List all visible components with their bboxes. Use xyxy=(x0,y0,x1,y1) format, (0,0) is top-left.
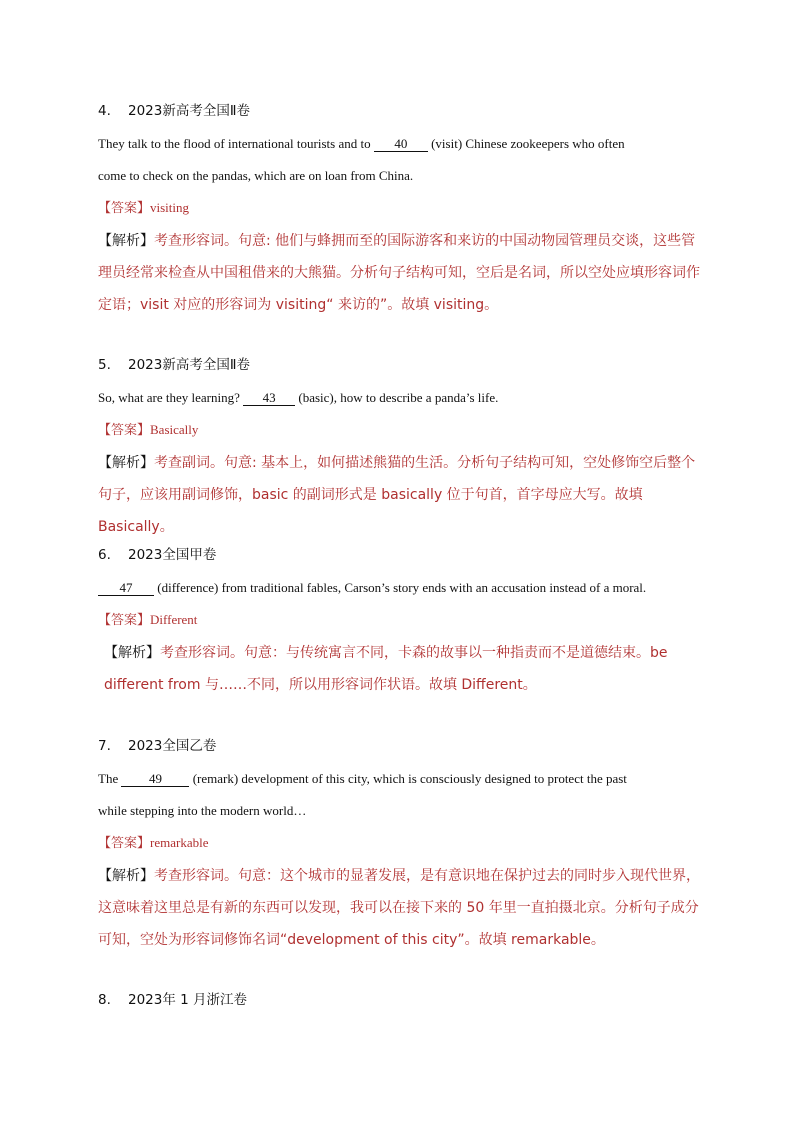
analysis-line: 考查形容词。句意: 他们与蜂拥而至的国际游客和来访的中国动物园管理员交谈，这些管 xyxy=(154,233,696,249)
analysis-line: 考查形容词。句意：这个城市的显著发展，是有意识地在保护过去的同时步入现代世界， xyxy=(154,868,700,884)
answer: 【答案】Basically xyxy=(98,422,199,438)
answer-blank: 49 xyxy=(121,772,189,787)
answer: 【答案】visiting xyxy=(98,200,190,216)
answer-text: remarkable xyxy=(150,835,209,850)
question-source: 2023新高考全国Ⅱ卷 xyxy=(128,357,251,373)
analysis-line: 句子，应该用副词修饰，basic 的副词形式是 basically 位于句首，首字母应大写。故填 Basically。 xyxy=(98,487,643,535)
question-stem-continued: come to check on the pandas, which are on loan from China. xyxy=(98,168,414,183)
answer-text: Different xyxy=(150,612,198,627)
analysis-line: different from 与……不同，所以用形容词作状语。故填 Different。 xyxy=(104,677,537,693)
analysis: 【解析】考查副词。句意: 基本上，如何描述熊猫的生活。分析句子结构可知，空处修饰空后整个 句子，应该用副词修饰，basic 的副词形式是 basically 位于句首，首字母应大写。故填 Basically。 xyxy=(98,447,708,543)
question-stem: So, what are they learning? 43 (basic), how to describe a panda’s life. xyxy=(98,390,499,405)
question-number: 8. xyxy=(98,992,111,1008)
answer-blank: 43 xyxy=(243,391,295,406)
analysis-line: 考查形容词。句意：与传统寓言不同，卡森的故事以一种指责而不是道德结束。be xyxy=(160,645,668,661)
analysis-line: 定语；visit 对应的形容词为 visiting“ 来访的”。故填 visiting。 xyxy=(98,297,499,313)
question-source: 2023全国乙卷 xyxy=(128,738,217,754)
question-source: 2023新高考全国Ⅱ卷 xyxy=(128,103,251,119)
question-stem: The 49 (remark) development of this city, which is consciously designed to protect the past xyxy=(98,771,627,786)
question-source: 2023年 1 月浙江卷 xyxy=(128,992,248,1008)
answer-text: Basically xyxy=(150,422,199,437)
analysis: 【解析】考查形容词。句意：与传统寓言不同，卡森的故事以一种指责而不是道德结束。be different from 与……不同，所以用形容词作状语。故填 Different。 xyxy=(98,637,708,701)
analysis: 【解析】考查形容词。句意: 他们与蜂拥而至的国际游客和来访的中国动物园管理员交谈，这些管 理员经常来检查从中国租借来的大熊猫。分析句子结构可知，空后是名词，所以空处应填形容词作 定语；visit 对应的形容词为 visiting“ 来访的”。故填 visiting。 xyxy=(98,225,708,321)
question-stem-continued: while stepping into the modern world… xyxy=(98,803,307,818)
analysis-line: 理员经常来检查从中国租借来的大熊猫。分析句子结构可知，空后是名词，所以空处应填形容词作 xyxy=(98,265,700,281)
answer-blank: 40 xyxy=(374,137,428,152)
question-source: 2023全国甲卷 xyxy=(128,547,217,563)
question-number: 6. xyxy=(98,547,111,563)
analysis-line: 考查副词。句意: 基本上，如何描述熊猫的生活。分析句子结构可知，空处修饰空后整个 xyxy=(154,455,696,471)
analysis-line: 可知，空处为形容词修饰名词“development of this city”。故填 remarkable。 xyxy=(98,932,605,948)
question-6 xyxy=(98,546,708,701)
analysis-line: 这意味着这里总是有新的东西可以发现，我可以在接下来的 50 年里一直拍摄北京。分析句子成分 xyxy=(98,900,699,916)
question-header xyxy=(98,991,708,1009)
question-number: 7. xyxy=(98,738,111,754)
answer-text: visiting xyxy=(150,200,190,215)
analysis: 【解析】考查形容词。句意：这个城市的显著发展，是有意识地在保护过去的同时步入现代世界， 这意味着这里总是有新的东西可以发现，我可以在接下来的 50 年里一直拍摄北京。分析句子成分 可知，空处为形容词修饰名词“development of this city”。故填 remarkable。 xyxy=(98,860,708,956)
question-8 xyxy=(98,991,708,1009)
question-header xyxy=(98,546,708,564)
question-header xyxy=(98,356,708,374)
question-5 xyxy=(98,356,708,543)
answer-blank: 47 xyxy=(98,581,154,596)
question-stem: They talk to the flood of international tourists and to 40 (visit) Chinese zookeepers who often xyxy=(98,136,625,151)
question-header xyxy=(98,102,708,120)
question-number: 4. xyxy=(98,103,111,119)
question-number: 5. xyxy=(98,357,111,373)
question-7 xyxy=(98,737,708,956)
question-header xyxy=(98,737,708,755)
question-stem: 47 (difference) from traditional fables, Carson’s story ends with an accusation instead of a moral. xyxy=(98,572,708,604)
answer: 【答案】remarkable xyxy=(98,835,209,851)
question-4 xyxy=(98,102,708,321)
answer: 【答案】Different xyxy=(98,612,198,628)
